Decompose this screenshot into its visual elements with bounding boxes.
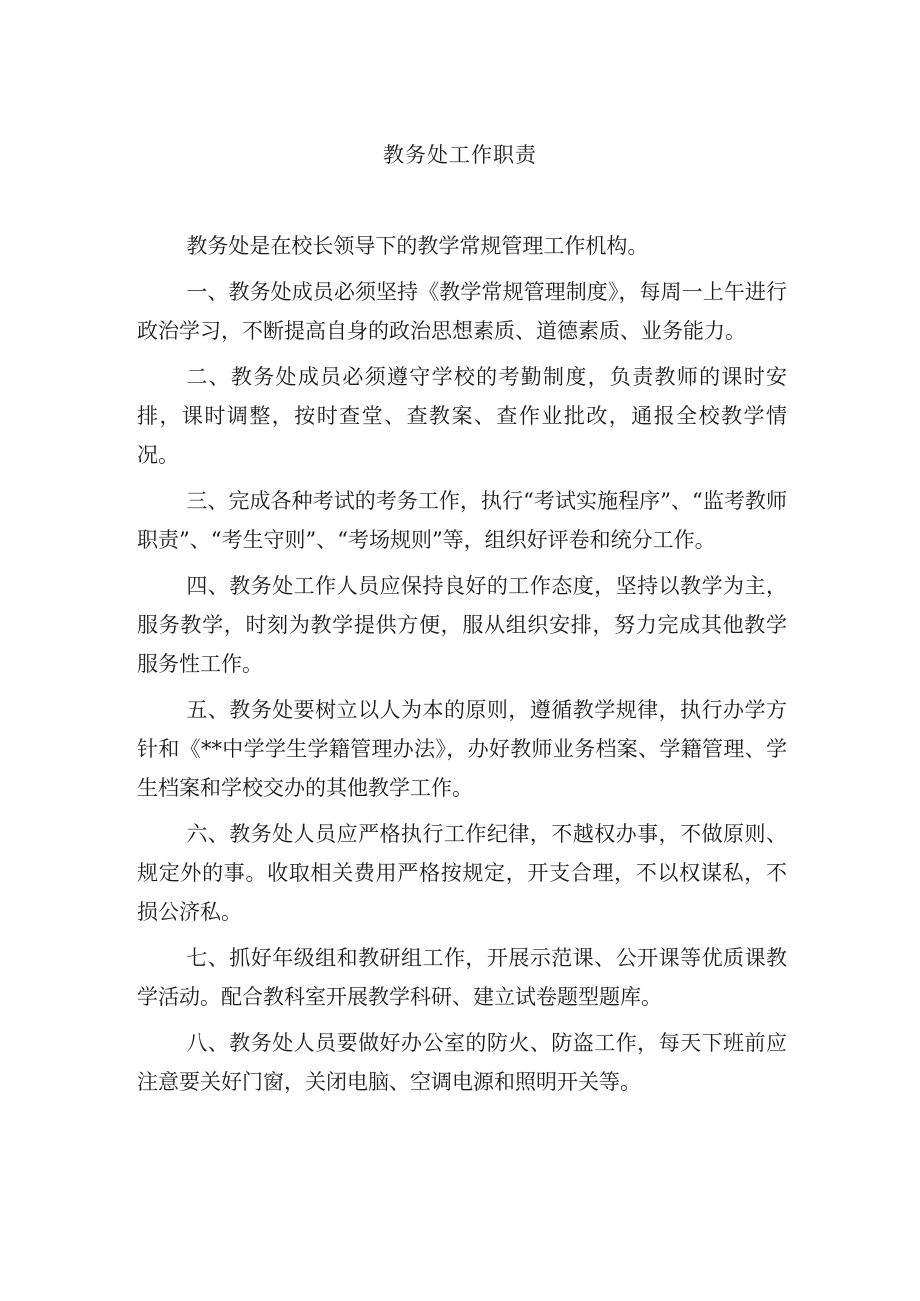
document-title: 教务处工作职责 [383,143,537,167]
document-body [137,227,787,1109]
paragraph-item-6: 六、教务处人员应严格执行工作纪律，不越权办事，不做原则、规定外的事。收取相关费用严格按规定，开支合理，不以权谋私，不损公济私。 [137,822,787,924]
paragraph-item-4: 四、教务处工作人员应保持良好的工作态度，坚持以教学为主，服务教学，时刻为教学提供方便，服从组织安排，努力完成其他教学服务性工作。 [137,574,787,676]
paragraph-item-5: 五、教务处要树立以人为本的原则，遵循教学规律，执行办学方针和《**中学学生学籍管理办法》，办好教师业务档案、学籍管理、学生档案和学校交办的其他教学工作。 [137,698,787,800]
paragraph-item-8: 八、教务处人员要做好办公室的防火、防盗工作，每天下班前应注意要关好门窗，关闭电脑、空调电源和照明开关等。 [137,1031,787,1094]
paragraph-item-2: 二、教务处成员必须遵守学校的考勤制度，负责教师的课时安排，课时调整，按时查堂、查教案、查作业批改，通报全校教学情况。 [137,365,787,467]
paragraph-intro: 教务处是在校长领导下的教学常规管理工作机构。 [186,234,649,258]
paragraph-item-7: 七、抓好年级组和教研组工作，开展示范课、公开课等优质课教学活动。配合教科室开展教学科研、建立试卷题型题库。 [137,946,787,1009]
paragraph-item-1: 一、教务处成员必须坚持《教学常规管理制度》，每周一上午进行政治学习，不断提高自身的政治思想素质、道德素质、业务能力。 [137,280,787,343]
paragraph-item-3: 三、完成各种考试的考务工作，执行“考试实施程序”、“监考教师职责”、“考生守则”、“考场规则”等，组织好评卷和统分工作。 [137,489,787,552]
